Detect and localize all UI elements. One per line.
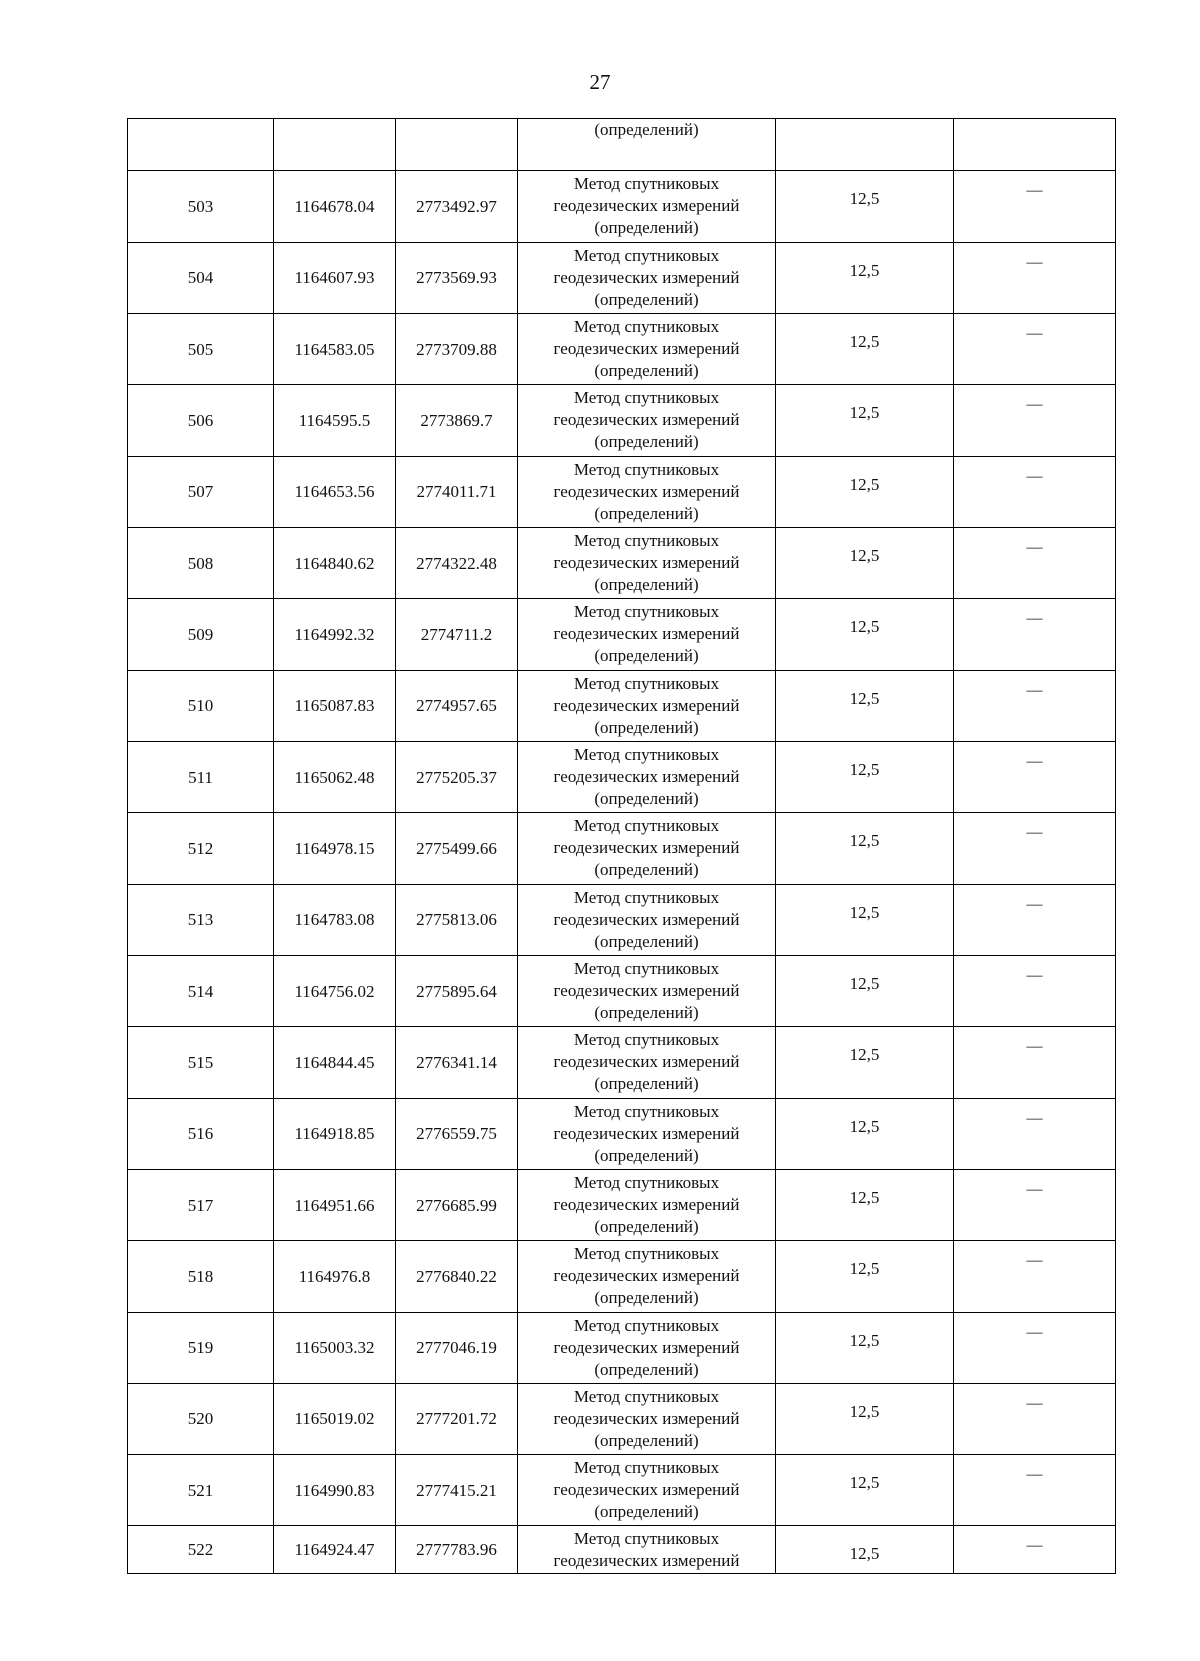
cell-method <box>518 313 776 384</box>
cell-method <box>518 242 776 313</box>
cell-method <box>518 1455 776 1526</box>
cell-method <box>518 813 776 884</box>
cell-method <box>518 599 776 670</box>
table-row <box>128 456 1116 527</box>
cell-note: — <box>954 1027 1116 1098</box>
cell-x: 1164607.93 <box>274 242 396 313</box>
cell-x: 1165019.02 <box>274 1383 396 1454</box>
method-line: Метод спутниковых <box>573 816 720 836</box>
cell-x: 1165087.83 <box>274 670 396 741</box>
cell-num: 508 <box>128 527 274 598</box>
cell-mse: 12,5 <box>776 670 954 741</box>
cell-y: 2773869.7 <box>396 385 518 456</box>
method-line: геодезических измерений <box>553 1480 740 1500</box>
cell-note: — <box>954 1312 1116 1383</box>
method-line: геодезических измерений <box>553 1550 740 1570</box>
method-line: геодезических измерений <box>553 1266 740 1286</box>
cell-mse <box>776 119 954 171</box>
cell-x: 1164653.56 <box>274 456 396 527</box>
method-line: Метод спутниковых <box>573 174 720 194</box>
cell-num: 504 <box>128 242 274 313</box>
cell-x: 1164951.66 <box>274 1169 396 1240</box>
cell-note: — <box>954 813 1116 884</box>
method-line: Метод спутниковых <box>573 1386 720 1406</box>
method-line: (определений) <box>594 218 699 238</box>
cell-y: 2776559.75 <box>396 1098 518 1169</box>
method-line: геодезических измерений <box>553 838 740 858</box>
cell-y <box>396 119 518 171</box>
cell-y: 2774711.2 <box>396 599 518 670</box>
cell-y: 2773709.88 <box>396 313 518 384</box>
cell-y: 2774957.65 <box>396 670 518 741</box>
cell-num: 505 <box>128 313 274 384</box>
cell-note: — <box>954 670 1116 741</box>
method-line: Метод спутниковых <box>573 673 720 693</box>
method-line: геодезических измерений <box>553 1337 740 1357</box>
cell-y: 2774011.71 <box>396 456 518 527</box>
cell-method <box>518 171 776 242</box>
table-row <box>128 1526 1116 1574</box>
cell-num: 518 <box>128 1241 274 1312</box>
cell-note: — <box>954 1455 1116 1526</box>
cell-mse: 12,5 <box>776 313 954 384</box>
table-row <box>128 813 1116 884</box>
cell-x: 1164583.05 <box>274 313 396 384</box>
method-line: Метод спутниковых <box>573 1458 720 1478</box>
cell-num: 517 <box>128 1169 274 1240</box>
table-row <box>128 884 1116 955</box>
method-line: Метод спутниковых <box>573 1244 720 1264</box>
cell-num: 507 <box>128 456 274 527</box>
method-line: (определений) <box>594 1217 699 1236</box>
method-line: геодезических измерений <box>553 481 740 501</box>
cell-method <box>518 527 776 598</box>
cell-y: 2775205.37 <box>396 741 518 812</box>
table-row <box>128 1098 1116 1169</box>
cell-num <box>128 119 274 171</box>
cell-mse: 12,5 <box>776 884 954 955</box>
method-line: (определений) <box>594 503 699 523</box>
method-line: (определений) <box>594 432 699 452</box>
cell-note: — <box>954 1098 1116 1169</box>
method-line: Метод спутниковых <box>573 887 720 907</box>
cell-y: 2775813.06 <box>396 884 518 955</box>
cell-method <box>518 670 776 741</box>
cell-num: 521 <box>128 1455 274 1526</box>
cell-num: 514 <box>128 955 274 1026</box>
cell-num: 509 <box>128 599 274 670</box>
cell-y: 2775895.64 <box>396 955 518 1026</box>
method-line: геодезических измерений <box>553 1195 740 1214</box>
method-line: геодезических измерений <box>553 196 740 216</box>
cell-note: — <box>954 385 1116 456</box>
page-number: 27 <box>589 70 611 94</box>
method-line: (определений) <box>594 1502 699 1522</box>
cell-mse: 12,5 <box>776 1526 954 1574</box>
method-line: Метод спутниковых <box>573 1173 720 1192</box>
cell-mse: 12,5 <box>776 171 954 242</box>
coordinates-table <box>127 118 1116 1574</box>
method-line: (определений) <box>594 717 699 737</box>
cell-y: 2776341.14 <box>396 1027 518 1098</box>
cell-y: 2774322.48 <box>396 527 518 598</box>
table-row <box>128 599 1116 670</box>
cell-num: 522 <box>128 1526 274 1574</box>
cell-note: — <box>954 1241 1116 1312</box>
cell-mse: 12,5 <box>776 955 954 1026</box>
cell-note: — <box>954 599 1116 670</box>
cell-method <box>518 955 776 1026</box>
cell-note: — <box>954 884 1116 955</box>
cell-mse: 12,5 <box>776 1383 954 1454</box>
cell-method <box>518 1312 776 1383</box>
cell-note: — <box>954 1526 1116 1574</box>
cell-num: 513 <box>128 884 274 955</box>
cell-x: 1164976.8 <box>274 1241 396 1312</box>
table-row <box>128 527 1116 598</box>
cell-mse: 12,5 <box>776 1455 954 1526</box>
cell-y: 2776840.22 <box>396 1241 518 1312</box>
table-row <box>128 1027 1116 1098</box>
cell-x: 1165062.48 <box>274 741 396 812</box>
cell-y: 2777783.96 <box>396 1526 518 1574</box>
method-line: Метод спутниковых <box>573 1030 720 1050</box>
cell-note: — <box>954 242 1116 313</box>
method-line: (определений) <box>594 646 699 666</box>
cell-method <box>518 1169 776 1240</box>
method-line: геодезических измерений <box>553 909 740 929</box>
method-line: геодезических измерений <box>553 1123 740 1143</box>
cell-x <box>274 119 396 171</box>
table-row <box>128 171 1116 242</box>
table-row <box>128 670 1116 741</box>
method-line: (определений) <box>594 1430 699 1450</box>
method-line: Метод спутниковых <box>573 317 720 337</box>
method-line: (определений) <box>594 361 699 381</box>
method-line: геодезических измерений <box>553 981 740 1001</box>
method-line: геодезических измерений <box>553 1052 740 1072</box>
cell-mse: 12,5 <box>776 599 954 670</box>
cell-y: 2776685.99 <box>396 1169 518 1240</box>
cell-x: 1164783.08 <box>274 884 396 955</box>
table-row <box>128 385 1116 456</box>
cell-num: 510 <box>128 670 274 741</box>
method-line: Метод спутниковых <box>573 245 720 265</box>
method-line: Метод спутниковых <box>573 959 720 979</box>
cell-num: 506 <box>128 385 274 456</box>
cell-mse: 12,5 <box>776 1241 954 1312</box>
method-line: геодезических измерений <box>553 767 740 787</box>
cell-x: 1164990.83 <box>274 1455 396 1526</box>
cell-note: — <box>954 1169 1116 1240</box>
method-line: (определений) <box>594 575 699 595</box>
table-row <box>128 1312 1116 1383</box>
cell-y: 2773569.93 <box>396 242 518 313</box>
cell-num: 511 <box>128 741 274 812</box>
cell-method <box>518 1027 776 1098</box>
method-line: геодезических измерений <box>553 1408 740 1428</box>
cell-y: 2773492.97 <box>396 171 518 242</box>
cell-num: 519 <box>128 1312 274 1383</box>
cell-x: 1165003.32 <box>274 1312 396 1383</box>
cell-num: 515 <box>128 1027 274 1098</box>
table-row <box>128 955 1116 1026</box>
method-line: геодезических измерений <box>553 410 740 430</box>
cell-method <box>518 1383 776 1454</box>
method-line: геодезических измерений <box>553 339 740 359</box>
cell-method <box>518 1526 776 1574</box>
cell-mse: 12,5 <box>776 741 954 812</box>
method-line: геодезических измерений <box>553 624 740 644</box>
cell-note: — <box>954 741 1116 812</box>
cell-method <box>518 1241 776 1312</box>
method-line: (определений) <box>594 789 699 809</box>
method-line: Метод спутниковых <box>573 1528 720 1548</box>
cell-y: 2777201.72 <box>396 1383 518 1454</box>
cell-method <box>518 456 776 527</box>
cell-mse: 12,5 <box>776 1027 954 1098</box>
method-line: Метод спутниковых <box>573 1101 720 1121</box>
method-line: (определений) <box>594 289 699 309</box>
cell-x: 1164678.04 <box>274 171 396 242</box>
method-line: (определений) <box>594 1359 699 1379</box>
method-line: Метод спутниковых <box>573 388 720 408</box>
continuation-row <box>128 119 1116 171</box>
method-line: (определений) <box>594 1003 699 1023</box>
table-row <box>128 1241 1116 1312</box>
table-row <box>128 242 1116 313</box>
cell-note: — <box>954 171 1116 242</box>
cell-method <box>518 385 776 456</box>
cell-mse: 12,5 <box>776 1312 954 1383</box>
cell-mse: 12,5 <box>776 527 954 598</box>
method-line: (определений) <box>594 1288 699 1308</box>
cell-mse: 12,5 <box>776 1098 954 1169</box>
method-line: (определений) <box>594 1074 699 1094</box>
cell-method <box>518 741 776 812</box>
table-row <box>128 1383 1116 1454</box>
method-line: Метод спутниковых <box>573 602 720 622</box>
cell-x: 1164844.45 <box>274 1027 396 1098</box>
cell-x: 1164756.02 <box>274 955 396 1026</box>
table-body <box>128 119 1116 1574</box>
method-line: геодезических измерений <box>553 553 740 573</box>
method-line: Метод спутниковых <box>573 531 720 551</box>
cell-x: 1164840.62 <box>274 527 396 598</box>
table-row <box>128 1455 1116 1526</box>
cell-method <box>518 1098 776 1169</box>
cell-method <box>518 884 776 955</box>
cell-mse: 12,5 <box>776 1169 954 1240</box>
cell-x: 1164918.85 <box>274 1098 396 1169</box>
cell-mse: 12,5 <box>776 385 954 456</box>
cell-note: — <box>954 1383 1116 1454</box>
cell-x: 1164595.5 <box>274 385 396 456</box>
cell-note: — <box>954 456 1116 527</box>
cell-note: — <box>954 527 1116 598</box>
method-line: Метод спутниковых <box>573 1315 720 1335</box>
method-line: Метод спутниковых <box>573 459 720 479</box>
method-line: (определений) <box>594 931 699 951</box>
cell-y: 2775499.66 <box>396 813 518 884</box>
cell-note: — <box>954 313 1116 384</box>
table-row <box>128 1169 1116 1240</box>
cell-num: 516 <box>128 1098 274 1169</box>
method-line: (определений) <box>594 1145 699 1165</box>
method-line: геодезических измерений <box>553 267 740 287</box>
cell-num: 512 <box>128 813 274 884</box>
cell-num: 503 <box>128 171 274 242</box>
cell-mse: 12,5 <box>776 813 954 884</box>
method-line: геодезических измерений <box>553 695 740 715</box>
cell-method: (определений) <box>518 119 776 171</box>
cell-note <box>954 119 1116 171</box>
cell-y: 2777046.19 <box>396 1312 518 1383</box>
table-row <box>128 741 1116 812</box>
cell-x: 1164978.15 <box>274 813 396 884</box>
cell-num: 520 <box>128 1383 274 1454</box>
method-line: (определений) <box>594 860 699 880</box>
cell-mse: 12,5 <box>776 456 954 527</box>
cell-x: 1164924.47 <box>274 1526 396 1574</box>
cell-x: 1164992.32 <box>274 599 396 670</box>
cell-mse: 12,5 <box>776 242 954 313</box>
cell-note: — <box>954 955 1116 1026</box>
cell-y: 2777415.21 <box>396 1455 518 1526</box>
method-line: Метод спутниковых <box>573 745 720 765</box>
table-row <box>128 313 1116 384</box>
